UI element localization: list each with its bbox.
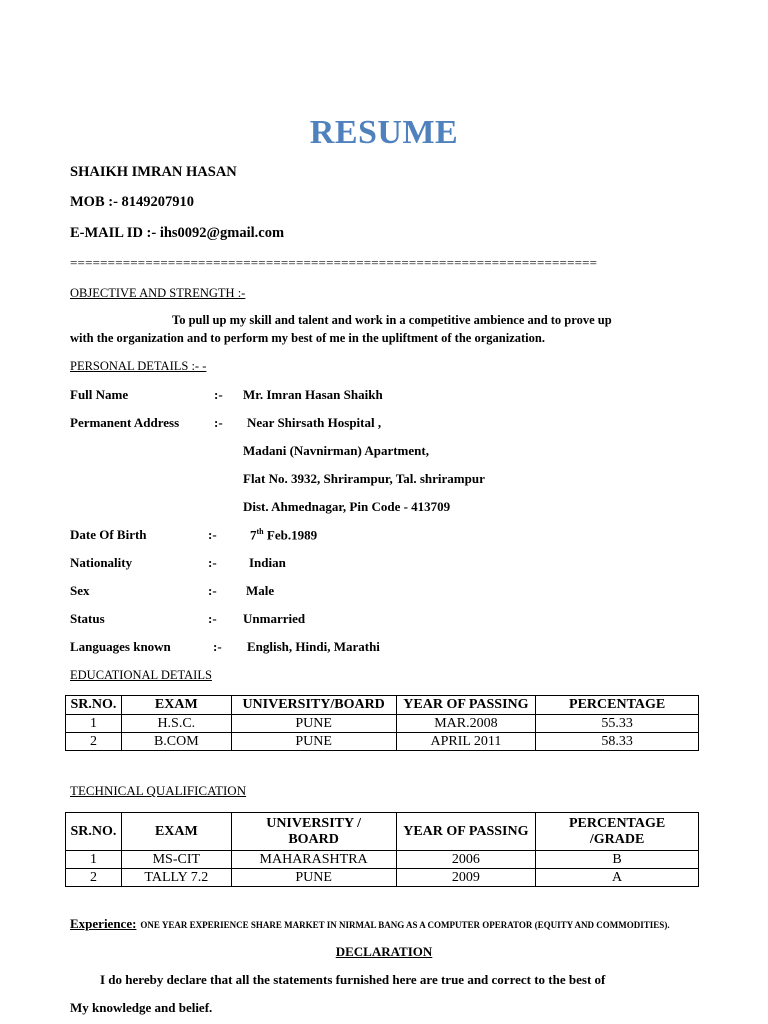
dob-rest: Feb.1989 [263,527,318,543]
dob-colon: :- [208,527,217,542]
education-col-exam: EXAM [121,696,231,715]
declaration-line2: My knowledge and belief. [70,1000,213,1015]
table-row [66,869,699,887]
technical-col-board-line2: BOARD [288,831,339,847]
dob-day: 7 [250,527,257,543]
address-line2: Madani (Navnirman) Apartment, [243,443,429,458]
full-name-colon: :- [214,387,223,402]
table-cell: 1 [66,851,122,869]
technical-col-grade-line1: PERCENTAGE [569,815,666,831]
technical-qualification-heading: TECHNICAL QUALIFICATION [70,783,247,798]
separator-line: ====================================================================== [70,255,598,270]
status-colon: :- [208,611,217,626]
nationality-value: Indian [249,555,286,570]
table-cell: 2 [66,733,122,751]
education-table [65,695,699,751]
address-colon: :- [214,415,223,430]
mobile-number: MOB :- 8149207910 [70,194,195,210]
address-label: Permanent Address [70,415,180,430]
table-cell: PUNE [231,715,396,733]
table-cell: MAHARASHTRA [231,851,396,869]
full-name-label: Full Name [70,387,129,402]
technical-col-board [231,813,396,851]
table-cell: MS-CIT [121,851,231,869]
table-cell: 2006 [396,851,536,869]
dob-suffix: th [256,527,264,536]
table-row [66,733,699,751]
status-label: Status [70,611,105,626]
table-cell: B [536,851,699,869]
table-cell: 1 [66,715,122,733]
objective-heading: OBJECTIVE AND STRENGTH :- [70,286,246,300]
languages-value: English, Hindi, Marathi [247,639,380,654]
status-value: Unmarried [243,611,306,626]
sex-label: Sex [70,583,90,598]
resume-title: RESUME [309,114,459,151]
table-cell: 2009 [396,869,536,887]
candidate-name: SHAIKH IMRAN HASAN [70,164,237,180]
dob-label: Date Of Birth [70,527,147,542]
table-cell: B.COM [121,733,231,751]
experience-line [70,915,670,933]
table-cell: 2 [66,869,122,887]
dob-value [250,527,317,543]
experience-label: Experience: [70,916,137,931]
sex-value: Male [246,583,275,598]
table-cell: MAR.2008 [396,715,536,733]
technical-col-exam: EXAM [121,813,231,851]
table-cell: H.S.C. [121,715,231,733]
education-col-percentage: PERCENTAGE [536,696,699,715]
address-line1: Near Shirsath Hospital , [247,415,382,430]
technical-col-grade [536,813,699,851]
education-col-srno: SR.NO. [66,696,122,715]
table-cell: A [536,869,699,887]
sex-colon: :- [208,583,217,598]
full-name-value: Mr. Imran Hasan Shaikh [243,387,383,402]
address-line4: Dist. Ahmednagar, Pin Code - 413709 [243,499,451,514]
table-cell: APRIL 2011 [396,733,536,751]
educational-details-heading: EDUCATIONAL DETAILS [70,668,212,682]
table-cell: 58.33 [536,733,699,751]
technical-col-year: YEAR OF PASSING [396,813,536,851]
nationality-label: Nationality [70,555,133,570]
languages-label: Languages known [70,639,171,654]
email-address: E-MAIL ID :- ihs0092@gmail.com [70,225,285,241]
declaration-heading: DECLARATION [335,944,433,959]
personal-details-heading: PERSONAL DETAILS :- - [70,359,207,373]
declaration-line1: I do hereby declare that all the statements furnished here are true and correct to the best of [100,972,606,987]
table-row [66,715,699,733]
education-header-row [66,696,699,715]
table-cell: PUNE [231,869,396,887]
technical-col-srno: SR.NO. [66,813,122,851]
nationality-colon: :- [208,555,217,570]
technical-header-row [66,813,699,851]
technical-col-grade-line2: /GRADE [589,831,645,847]
table-row [66,851,699,869]
table-cell: PUNE [231,733,396,751]
objective-text-line1: To pull up my skill and talent and work in a competitive ambience and to prove up [172,313,612,327]
objective-text-line2: with the organization and to perform my best of me in the upliftment of the organization. [70,331,545,345]
table-cell: TALLY 7.2 [121,869,231,887]
education-col-board: UNIVERSITY/BOARD [231,696,396,715]
technical-table [65,812,699,887]
education-col-year: YEAR OF PASSING [396,696,536,715]
languages-colon: :- [213,639,222,654]
address-line3: Flat No. 3932, Shrirampur, Tal. shrirampur [243,471,485,486]
experience-text: ONE YEAR EXPERIENCE SHARE MARKET IN NIRMAL BANG AS A COMPUTER OPERATOR (EQUITY AND COMMODITIES). [140,920,670,930]
table-cell: 55.33 [536,715,699,733]
technical-col-board-line1: UNIVERSITY / [266,815,361,831]
